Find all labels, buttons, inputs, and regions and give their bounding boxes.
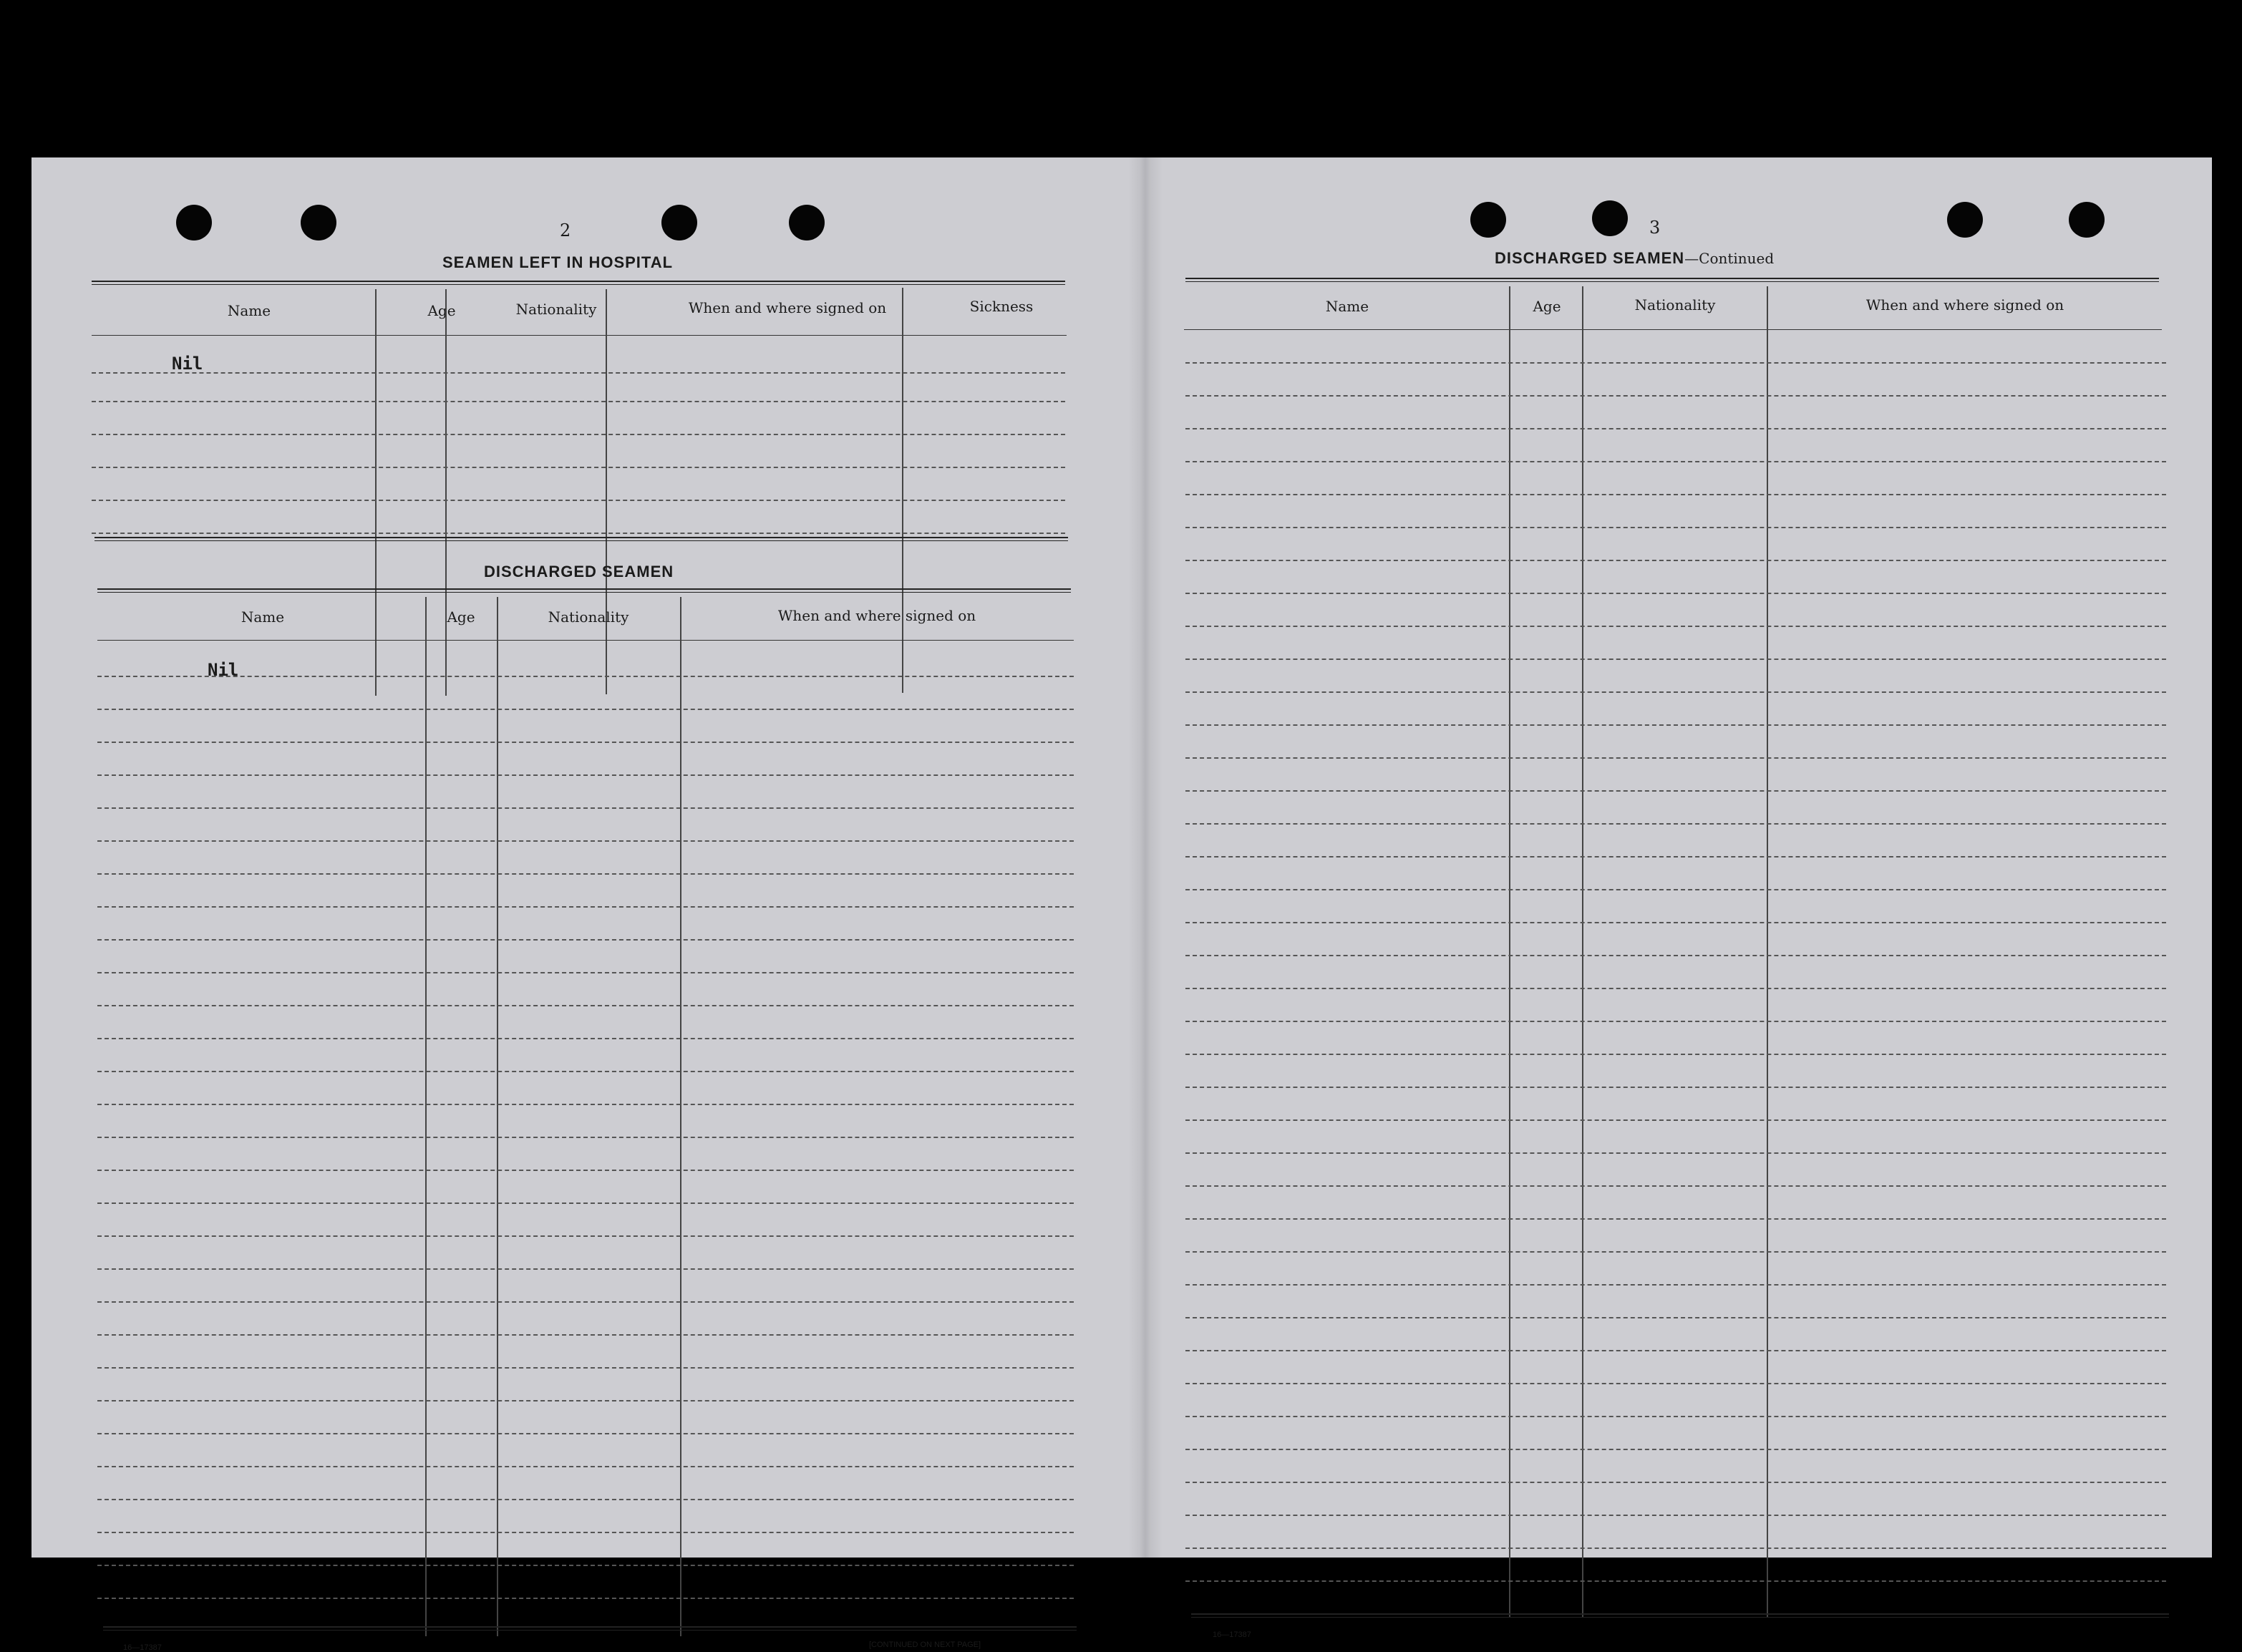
page-number-right: 3 <box>1649 218 1661 238</box>
form-number-left: 16—17387 <box>123 1643 162 1652</box>
ruled-row-line <box>97 873 1074 875</box>
discharged-continued-title-main: DISCHARGED SEAMEN <box>1495 249 1685 267</box>
ruled-row-line <box>97 709 1074 710</box>
ruled-row-line <box>1185 856 2166 857</box>
discharged-col-divider <box>680 597 681 1636</box>
ruled-row-line <box>1185 362 2166 364</box>
hospital-row-line <box>92 467 1065 468</box>
ruled-row-line <box>1185 955 2166 956</box>
ruled-row-line <box>1185 988 2166 989</box>
right-col-divider <box>1767 286 1768 1618</box>
ruled-row-line <box>1185 593 2166 594</box>
ruled-row-line <box>97 840 1074 842</box>
ruled-row-line <box>1185 659 2166 660</box>
ruled-row-line <box>97 1268 1074 1270</box>
hospital-col-divider <box>375 289 377 696</box>
discharged-col-name: Name <box>241 608 285 626</box>
discharged-col-divider <box>425 597 427 1636</box>
ruled-row-line <box>1185 428 2166 429</box>
discharged-col-divider <box>497 597 498 1636</box>
right-header-rule <box>1184 329 2162 330</box>
hospital-col-nationality: Nationality <box>515 301 597 318</box>
ruled-row-line <box>97 742 1074 743</box>
right-col-signed-on: When and where signed on <box>1865 296 2064 314</box>
discharged-col-signed-on: When and where signed on <box>777 607 976 624</box>
ruled-row-line <box>1185 757 2166 759</box>
hospital-row-line <box>92 533 1065 534</box>
ruled-row-line <box>1185 922 2166 923</box>
hospital-col-name: Name <box>227 302 271 319</box>
ruled-row-line <box>97 1532 1074 1533</box>
ruled-row-line <box>1185 1482 2166 1483</box>
ruled-row-line <box>97 1367 1074 1369</box>
ruled-row-line <box>97 1005 1074 1006</box>
ruled-row-line <box>1185 461 2166 462</box>
ruled-row-line <box>97 1466 1074 1467</box>
ruled-row-line <box>97 1433 1074 1434</box>
discharged-top-rule <box>97 588 1071 593</box>
ruled-row-line <box>1185 1218 2166 1220</box>
ruled-row-line <box>97 1137 1074 1138</box>
hospital-row-line <box>92 434 1065 435</box>
ruled-row-line <box>1185 1152 2166 1154</box>
ruled-row-line <box>1185 1580 2166 1582</box>
ruled-row-line <box>1185 1515 2166 1516</box>
punch-hole <box>301 205 336 240</box>
hospital-bottom-rule <box>94 537 1068 541</box>
hospital-row-line <box>92 372 1065 374</box>
ruled-row-line <box>1185 494 2166 495</box>
hospital-col-age: Age <box>427 302 456 319</box>
hospital-col-signed-on: When and where signed on <box>688 299 887 316</box>
ruled-row-line <box>1185 1185 2166 1187</box>
document-sheet <box>31 157 2212 1652</box>
ruled-row-line <box>1185 1383 2166 1384</box>
discharged-header-rule <box>97 640 1074 641</box>
ruled-row-line <box>97 1170 1074 1171</box>
ruled-row-line <box>1185 626 2166 627</box>
center-fold <box>1128 157 1163 1558</box>
ruled-row-line <box>1185 1021 2166 1022</box>
ruled-row-line <box>1185 889 2166 890</box>
ruled-row-line <box>97 1104 1074 1105</box>
ruled-row-line <box>1185 1054 2166 1055</box>
ruled-row-line <box>1185 790 2166 792</box>
right-bottom-rule <box>1191 1613 2169 1618</box>
ruled-row-line <box>97 1598 1074 1599</box>
hospital-top-rule <box>92 281 1065 285</box>
ruled-row-line <box>1185 1284 2166 1286</box>
punch-hole <box>176 205 212 240</box>
punch-hole <box>1947 202 1983 238</box>
ruled-row-line <box>97 1038 1074 1039</box>
ruled-row-line <box>97 1400 1074 1401</box>
ruled-row-line <box>97 1565 1074 1566</box>
right-col-divider <box>1582 286 1583 1618</box>
ruled-row-line <box>1185 823 2166 825</box>
ruled-row-line <box>1185 1416 2166 1417</box>
ruled-row-line <box>1185 724 2166 726</box>
ruled-row-line <box>97 939 1074 941</box>
right-col-name: Name <box>1325 298 1369 315</box>
ruled-row-line <box>97 972 1074 973</box>
right-col-divider <box>1509 286 1510 1618</box>
hospital-row-name: Nil <box>172 354 203 374</box>
hospital-section-title: SEAMEN LEFT IN HOSPITAL <box>442 253 674 271</box>
punch-hole <box>661 205 697 240</box>
ruled-row-line <box>1185 1119 2166 1121</box>
hospital-row-line <box>92 401 1065 402</box>
discharged-bottom-rule <box>103 1626 1077 1631</box>
ruled-row-line <box>1185 1251 2166 1253</box>
ruled-row-line <box>97 1499 1074 1500</box>
ruled-row-line <box>97 774 1074 776</box>
ruled-row-line <box>1185 1350 2166 1351</box>
right-top-rule <box>1185 278 2159 282</box>
ruled-row-line <box>1185 691 2166 693</box>
hospital-row-line <box>92 500 1065 501</box>
discharged-continued-title <box>1495 249 1774 268</box>
ruled-row-line <box>1185 1449 2166 1450</box>
ruled-row-line <box>97 1235 1074 1237</box>
ruled-row-line <box>1185 560 2166 561</box>
discharged-col-nationality: Nationality <box>548 608 629 626</box>
ruled-row-line <box>97 1202 1074 1204</box>
hospital-col-divider <box>606 289 607 694</box>
ruled-row-line <box>1185 1087 2166 1088</box>
punch-hole <box>1592 200 1628 236</box>
ruled-row-line <box>97 906 1074 908</box>
continued-note: [CONTINUED ON NEXT PAGE] <box>869 1641 981 1649</box>
ruled-row-line <box>97 1334 1074 1336</box>
ruled-row-line <box>1185 395 2166 397</box>
ruled-row-line <box>97 807 1074 809</box>
hospital-col-sickness: Sickness <box>969 298 1034 315</box>
discharged-col-age: Age <box>447 608 475 626</box>
right-col-age: Age <box>1533 298 1561 315</box>
discharged-section-title: DISCHARGED SEAMEN <box>484 563 674 580</box>
ruled-row-line <box>97 1071 1074 1072</box>
ruled-row-line <box>97 1301 1074 1303</box>
discharged-continued-title-suffix: —Continued <box>1684 250 1775 267</box>
hospital-header-rule <box>92 335 1067 336</box>
hospital-col-divider <box>902 288 903 693</box>
hospital-col-divider <box>445 289 447 696</box>
ruled-row-line <box>97 676 1074 677</box>
discharged-row-name: Nil <box>208 660 239 680</box>
ruled-row-line <box>1185 527 2166 528</box>
ruled-row-line <box>1185 1547 2166 1549</box>
page-number-left: 2 <box>560 220 571 240</box>
form-number-right: 16—17387 <box>1213 1631 1251 1639</box>
punch-hole <box>1470 202 1506 238</box>
punch-hole <box>2069 202 2105 238</box>
right-col-nationality: Nationality <box>1634 296 1716 314</box>
punch-hole <box>789 205 825 240</box>
ruled-row-line <box>1185 1317 2166 1318</box>
